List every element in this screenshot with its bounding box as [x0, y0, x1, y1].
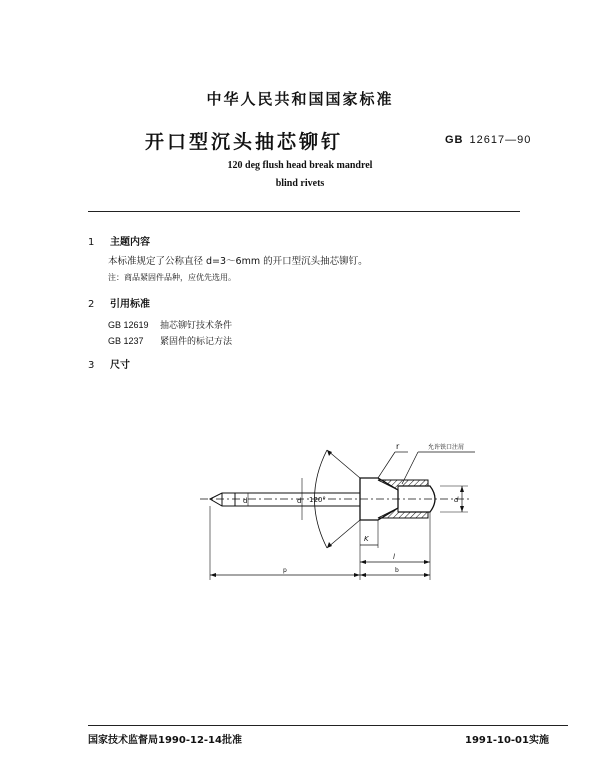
- reference-2-code: GB 1237: [108, 336, 144, 346]
- standard-prefix: GB: [445, 134, 464, 146]
- effective-date: 1991-10-01实施: [465, 735, 549, 746]
- section-1-body: 本标准规定了公称直径 d=3～6mm 的开口型沉头抽芯铆钉。: [108, 256, 368, 267]
- english-title-line-2: blind rivets: [275, 178, 325, 189]
- english-title-line-1: 120 deg flush head break mandrel: [227, 160, 373, 171]
- footer-divider: [88, 725, 568, 726]
- label-angle: 120°: [309, 496, 326, 504]
- r-leader: [378, 452, 395, 478]
- section-2-number: 2: [88, 299, 95, 310]
- label-k: K: [364, 535, 369, 543]
- section-1-note: 注：商品紧固件品种，应优先选用。: [108, 273, 236, 282]
- section-1-number: 1: [88, 237, 95, 248]
- label-dk: d: [297, 497, 302, 505]
- section-1-title: 主题内容: [110, 237, 150, 248]
- note-leader: [402, 452, 418, 484]
- label-r: r: [396, 442, 400, 451]
- standard-code: 12617—90: [469, 134, 532, 146]
- reference-1-code: GB 12619: [108, 320, 149, 330]
- label-d: d: [454, 496, 459, 504]
- label-l: l: [393, 553, 395, 561]
- section-2-title: 引用标准: [110, 299, 150, 310]
- label-b: b: [395, 567, 399, 574]
- approval-info: 国家技术监督局1990-12-14批准: [88, 735, 242, 746]
- reference-2-title: 紧固件的标记方法: [160, 336, 233, 346]
- standard-title: 开口型沉头抽芯铆钉: [145, 131, 344, 153]
- country-standard-heading: 中华人民共和国国家标准: [206, 90, 394, 108]
- label-note-allow: 允许铁口注屑: [428, 444, 465, 451]
- reference-1-title: 抽芯铆钉技术条件: [160, 320, 233, 330]
- section-3-title: 尺寸: [110, 360, 130, 371]
- label-p: p: [283, 567, 287, 574]
- label-dm: d: [243, 497, 248, 505]
- section-3-number: 3: [88, 360, 95, 371]
